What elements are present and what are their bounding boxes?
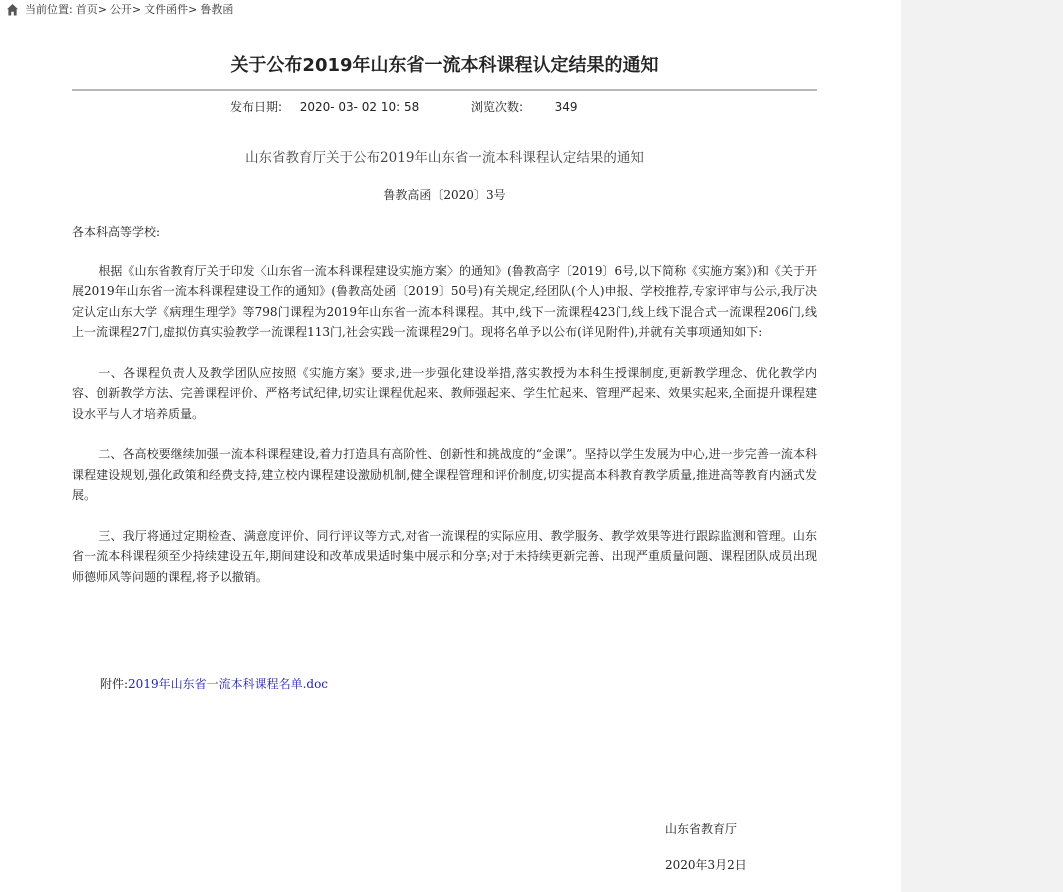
article-meta (230, 98, 578, 116)
attachment (100, 675, 328, 693)
paragraph-item-3: 三、我厅将通过定期检查、满意度评价、同行评议等方式,对省一流课程的实际应用、教学服务、教学效果等进行跟踪监测和管理。山东省一流本科课程须至少持续建设五年,期间建设和改革成果适时集中展示和分享;对于未持续更新完善、出现严重质量问题、课程团队成员出现师德师风等问题的课程,将予以撤销。 (72, 528, 817, 584)
paragraph-item-2: 二、各高校要继续加强一流本科课程建设,着力打造具有高阶性、创新性和挑战度的“金课”。坚持以学生发展为中心,进一步完善一流本科课程建设规划,强化政策和经费支持,建立校内课程建设激励机制,健全课程管理和评价制度,切实提高本科教育教学质量,推进高等教育内涵式发展。 (72, 447, 817, 502)
page-title: 关于公布2019年山东省一流本科课程认定结果的通知 (230, 55, 659, 76)
document-body (72, 222, 817, 607)
publish-date-label: 发布日期: (230, 100, 283, 114)
paragraph-item-1: 一、各课程负责人及教学团队应按照《实施方案》要求,进一步强化建设举措,落实教授为本科生授课制度,更新教学理念、优化教学内容、创新教学方法、完善课程评价、严格考试纪律,切实让课程优起来、教师强起来、学生忙起来、管理严起来、效果实起来,全面提升课程建设水平与人才培养质量。 (72, 365, 817, 421)
signature: 山东省教育厅 (665, 822, 738, 836)
attachment-link[interactable]: 2019年山东省一流本科课程名单.doc (128, 677, 329, 691)
views-label: 浏览次数: (470, 100, 523, 114)
attachment-label: 附件: (100, 677, 129, 691)
breadcrumb-prefix: 当前位置: (25, 3, 73, 16)
publish-date-value: 2020- 03- 02 10: 58 (299, 100, 420, 114)
home-icon (6, 3, 19, 17)
document-heading: 山东省教育厅关于公布2019年山东省一流本科课程认定结果的通知 (245, 150, 644, 166)
breadcrumb-current[interactable]: 鲁教函 (200, 3, 234, 16)
breadcrumb-public[interactable]: 公开> (109, 3, 142, 16)
paragraph-intro: 根据《山东省教育厅关于印发〈山东省一流本科课程建设实施方案〉的通知》(鲁教高字〔2019〕6号,以下简称《实施方案》)和《关于开展2019年山东省一流本科课程建设工作的通知》(鲁教高处函〔2019〕50号)有关规定,经团队(个人)申报、学校推荐,专家评审与公示,我厅决定认定山东大学《病理生理学》等798门课程为2019年山东省一流本科课程。其中,线下一流课程423门,线上线下混合式一流课程206门,线上一流课程27门,虚拟仿真实验教学一流课程113门,社会实践一流课程29门。现将名单予以公布(详见附件),并就有关事项通知如下: (72, 263, 817, 339)
breadcrumb-documents[interactable]: 文件函件> (144, 3, 198, 16)
document-number: 鲁教高函〔2020〕3号 (383, 188, 506, 202)
document-date: 2020年3月2日 (665, 858, 747, 872)
breadcrumb-home[interactable]: 首页> (75, 3, 107, 16)
salutation: 各本科高等学校: (72, 225, 161, 239)
breadcrumb (6, 2, 233, 18)
right-side-panel (901, 0, 1063, 892)
views-count: 349 (554, 100, 578, 114)
title-divider (72, 89, 817, 91)
